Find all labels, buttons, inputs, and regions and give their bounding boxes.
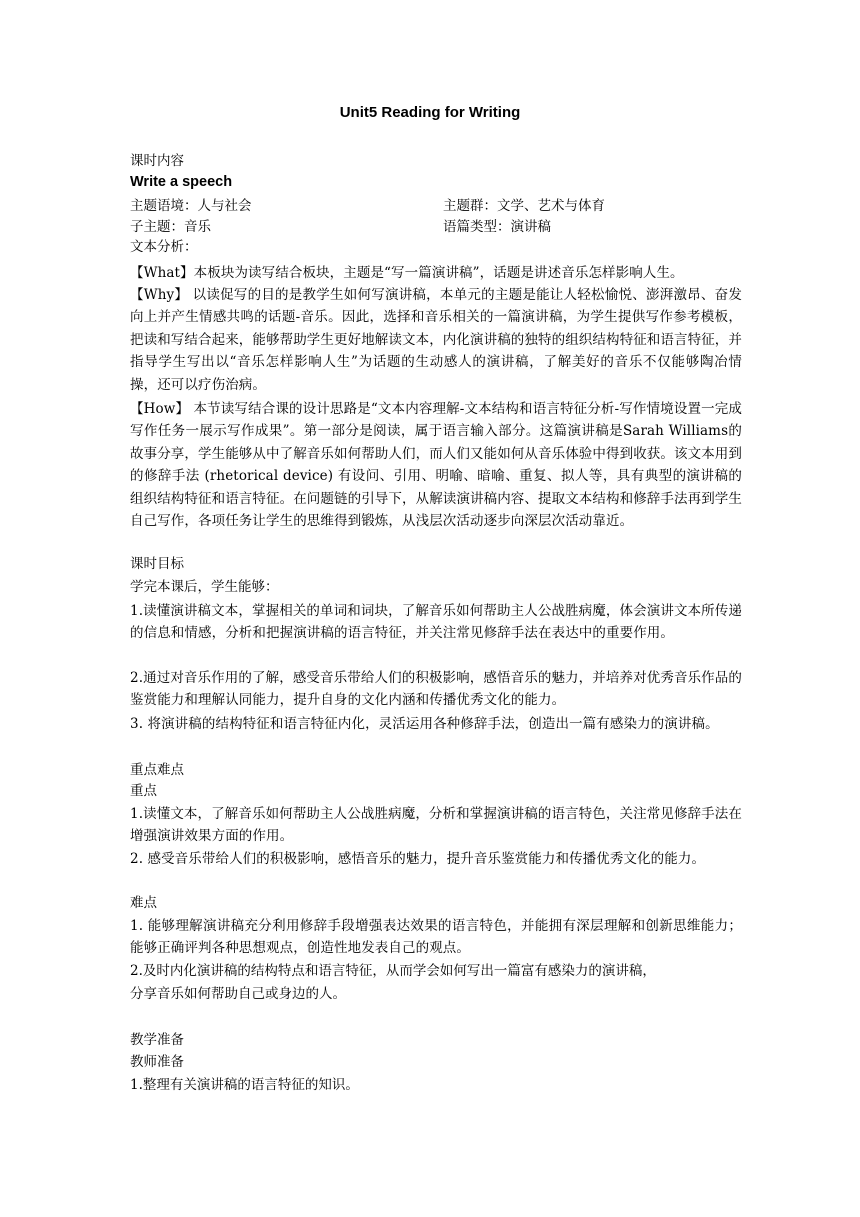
objectives-heading: 课时目标	[130, 556, 184, 572]
lesson-name: Write a speech	[130, 174, 233, 190]
difficult-point-1: 1. 能够理解演讲稿充分利用修辞手段增强表达效果的语言特色，并能拥有深层理解和创新思维能力；能够正确评判各种思想观点，创造性地发表自己的观点。	[130, 918, 742, 957]
objective-2: 2.通过对音乐作用的了解，感受音乐带给人们的积极影响，感悟音乐的魅力，并培养对优秀音乐作品的鉴赏能力和理解认同能力，提升自身的文化内涵和传播优秀文化的能力。	[130, 670, 742, 709]
what-paragraph: 【What】本板块为读写结合板块，主题是“写一篇演讲稿”，话题是讲述音乐怎样影响人生。	[130, 265, 684, 281]
lesson-content-heading: 课时内容	[130, 153, 184, 169]
difficult-heading: 难点	[130, 895, 157, 911]
objectives-intro: 学完本课后，学生能够：	[130, 579, 279, 595]
teacher-prep-item-1: 1.整理有关演讲稿的语言特征的知识。	[130, 1077, 359, 1093]
key-heading: 重点	[130, 783, 157, 799]
objective-3: 3. 将演讲稿的结构特征和语言特征内化，灵活运用各种修辞手法，创造出一篇有感染力的演讲稿。	[130, 716, 719, 732]
teacher-prep-heading: 教师准备	[130, 1054, 184, 1070]
document-title: Unit5 Reading for Writing	[339, 104, 521, 121]
key-difficult-heading: 重点难点	[130, 762, 184, 778]
theme-group: 主题群：文学、艺术与体育	[443, 198, 605, 214]
prep-heading: 教学准备	[130, 1032, 184, 1048]
text-type: 语篇类型：演讲稿	[443, 219, 551, 235]
theme-context: 主题语境：人与社会	[130, 198, 252, 214]
difficult-point-2-line-2: 分享音乐如何帮助自己或身边的人。	[130, 986, 346, 1002]
how-paragraph: 【How】 本节读写结合课的设计思路是“文本内容理解-文本结构和语言特征分析-写作情境设置一完成写作任务一展示写作成果”。第一部分是阅读，属于语言输入部分。这篇演讲稿是Sarah Williams的故事分享，学生能够从中了解音乐如何帮助人们，而人们又能如何从音乐体验中得到收获。该文本用到的修辞手法 (rhetorical device) 有设问、引用、明喻、暗喻、重复、拟人等，具有典型的演讲稿的组织结构特征和语言特征。在问题链的引导下，从解读演讲稿内容、提取文本结构和修辞手法再到学生自己写作，各项任务让学生的思维得到锻炼，从浅层次活动逐步向深层次活动靠近。	[130, 401, 742, 530]
key-point-1: 1.读懂文本，了解音乐如何帮助主人公战胜病魔，分析和掌握演讲稿的语言特色，关注常见修辞手法在增强演讲效果方面的作用。	[130, 806, 742, 845]
difficult-point-2-line-1: 2.及时内化演讲稿的结构特点和语言特征，从而学会如何写出一篇富有感染力的演讲稿，	[130, 963, 656, 979]
sub-theme: 子主题：音乐	[130, 219, 211, 235]
objective-1: 1.读懂演讲稿文本，掌握相关的单词和词块，了解音乐如何帮助主人公战胜病魔，体会演讲文本所传递的信息和情感，分析和把握演讲稿的语言特征，并关注常见修辞手法在表达中的重要作用。	[130, 603, 742, 642]
key-point-2: 2. 感受音乐带给人们的积极影响，感悟音乐的魅力，提升音乐鉴赏能力和传播优秀文化的能力。	[130, 851, 706, 867]
text-analysis-heading: 文本分析：	[130, 239, 198, 255]
why-paragraph: 【Why】 以读促写的目的是教学生如何写演讲稿，本单元的主题是能让人轻松愉悦、澎湃激昂、奋发向上并产生情感共鸣的话题-音乐。因此，选择和音乐相关的一篇演讲稿，为学生提供写作参考模板，把读和写结合起来，能够帮助学生更好地解读文本，内化演讲稿的独特的组织结构特征和语言特征，并指导学生写出以“音乐怎样影响人生”为话题的生动感人的演讲稿，了解美好的音乐不仅能够陶冶情操，还可以疗伤治病。	[130, 287, 742, 393]
